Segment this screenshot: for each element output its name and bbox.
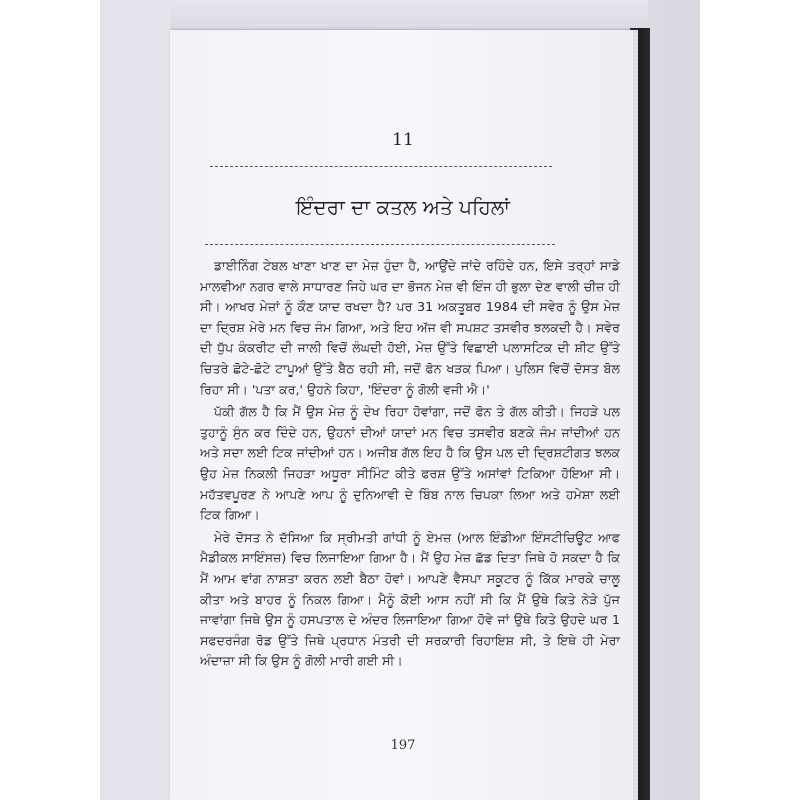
backdrop-right — [700, 0, 800, 800]
body-text — [200, 256, 620, 674]
chapter-title-rule — [205, 244, 555, 245]
backdrop-left — [0, 0, 100, 800]
chapter-number-rule — [210, 166, 552, 167]
chapter-title: ਇੰਦਰਾ ਦਾ ਕਤਲ ਅਤੇ ਪਹਿਲਾਂ — [296, 195, 510, 219]
chapter-number: 11 — [392, 130, 414, 150]
book-cover-top — [170, 0, 648, 30]
paragraph-2: ਪੱਕੀ ਗੱਲ ਹੈ ਕਿ ਮੈਂ ਉਸ ਮੇਜ਼ ਨੂੰ ਦੇਖ ਰਿਹਾ ਹੋਵਾਂਗਾ, ਜਦੋਂ ਫੋਨ ਤੇ ਗੱਲ ਕੀਤੀ। ਜਿਹੜੇ ਪਲ ਤੁਹਾਨੂੰ ਸੁੰਨ ਕਰ ਦਿੰਦੇ ਹਨ, ਉਹਨਾਂ ਦੀਆਂ ਯਾਦਾਂ ਮਨ ਵਿਚ ਤਸਵੀਰ ਬਣਕੇ ਜੰਮ ਜਾਂਦੀਆਂ ਹਨ ਅਤੇ ਸਦਾ ਲਈ ਟਿਕ ਜਾਂਦੀਆਂ ਹਨ। ਅਜੀਬ ਗੱਲ ਇਹ ਹੈ ਕਿ ਉਸ ਪਲ ਦੀ ਦ੍ਰਿਸ਼ਟੀਗਤ ਝਲਕ ਉਹ ਮੇਜ਼ ਨਿਕਲੀ ਜਿਹੜਾ ਅਧੂਰਾ ਸੀਮਿੰਟ ਕੀਤੇ ਫਰਸ਼ ਉੱਤੇ ਅਸਾਂਵਾਂ ਟਿਕਿਆ ਹੋਇਆ ਸੀ। ਮਹੱਤਵਪੂਰਣ ਨੇ ਆਪਣੇ ਆਪ ਨੂੰ ਦੁਨਿਆਵੀ ਦੇ ਬਿੰਬ ਨਾਲ ਚਿਪਕਾ ਲਿਆ ਅਤੇ ਹਮੇਸ਼ਾ ਲਈ ਟਿਕ ਗਿਆ। — [200, 404, 620, 523]
paragraph-3: ਮੇਰੇ ਦੋਸਤ ਨੇ ਦੱਸਿਆ ਕਿ ਸ੍ਰੀਮਤੀ ਗਾਂਧੀ ਨੂੰ ਏਮਜ਼ (ਆਲ ਇੰਡੀਆ ਇੰਸਟੀਚਿਊਟ ਆਫ ਮੈਡੀਕਲ ਸਾਇੰਸਜ਼) ਵਿਚ ਲਿਜਾਇਆ ਗਿਆ ਹੈ। ਮੈਂ ਉਹ ਮੇਜ਼ ਛੱਡ ਦਿਤਾ ਜਿਥੇ ਹੋ ਸਕਦਾ ਹੈ ਕਿ ਮੈਂ ਆਮ ਵਾਂਗ ਨਾਸ਼ਤਾ ਕਰਨ ਲਈ ਬੈਠਾ ਹੋਵਾਂ। ਆਪਣੇ ਵੈਸਪਾ ਸਕੂਟਰ ਨੂੰ ਕਿੱਕ ਮਾਰਕੇ ਚਾਲੂ ਕੀਤਾ ਅਤੇ ਬਾਹਰ ਨੂੰ ਨਿਕਲ ਗਿਆ। ਮੈਨੂੰ ਕੋਈ ਆਸ ਨਹੀਂ ਸੀ ਕਿ ਮੈਂ ਉਥੇ ਕਿਤੇ ਨੇੜੇ ਪੁੱਜ ਜਾਵਾਂਗਾ ਜਿਥੇ ਉਸ ਨੂੰ ਹਸਪਤਾਲ ਦੇ ਅੰਦਰ ਲਿਜਾਇਆ ਗਿਆ ਹੋਵੇ ਜਾਂ ਉਥੇ ਕਿਤੇ ਉਹਦੇ ਘਰ 1 ਸਫਦਰਜੰਗ ਰੋਡ ਉੱਤੇ ਜਿਥੇ ਪ੍ਰਧਾਨ ਮੰਤਰੀ ਦੀ ਸਰਕਾਰੀ ਰਿਹਾਇਸ਼ ਸੀ, ਤੇ ਇਥੇ ਹੀ ਮੇਰਾ ਅੰਦਾਜ਼ਾ ਸੀ ਕਿ ਉਸ ਨੂੰ ਗੋਲੀ ਮਾਰੀ ਗਈ ਸੀ। — [200, 529, 620, 669]
paragraph-1: ਡਾਈਨਿੰਗ ਟੇਬਲ ਖਾਣਾ ਖਾਣ ਦਾ ਮੇਜ਼ ਹੁੰਦਾ ਹੈ, ਆਉਂਦੇ ਜਾਂਦੇ ਰਹਿੰਦੇ ਹਨ, ਇਸੇ ਤਰ੍ਹਾਂ ਸਾਡੇ ਮਾਲਵੀਆ ਨਗਰ ਵਾਲੇ ਸਾਧਾਰਣ ਜਿਹੇ ਘਰ ਦਾ ਭੋਜਨ ਮੇਜ਼ ਵੀ ਇੰਜ ਹੀ ਭੁਲਾ ਦੇਣ ਵਾਲੀ ਚੀਜ਼ ਹੀ ਸੀ। ਆਖਰ ਮੇਜ਼ਾਂ ਨੂੰ ਕੌਣ ਯਾਦ ਰਖਦਾ ਹੈ? ਪਰ 31 ਅਕਤੂਬਰ 1984 ਦੀ ਸਵੇਰ ਨੂੰ ਉਸ ਮੇਜ਼ ਦਾ ਦ੍ਰਿਸ਼ ਮੇਰੇ ਮਨ ਵਿਚ ਜੰਮ ਗਿਆ, ਅਤੇ ਇਹ ਅੱਜ ਵੀ ਸਪਸ਼ਟ ਤਸਵੀਰ ਝਲਕਦੀ ਹੈ। ਸਵੇਰ ਦੀ ਧੁੱਪ ਕੰਕਰੀਟ ਦੀ ਜਾਲੀ ਵਿਚੋਂ ਲੰਘਦੀ ਹੋਈ, ਮੇਜ਼ ਉੱਤੇ ਵਿਛਾਈ ਪਲਾਸਟਿਕ ਦੀ ਸ਼ੀਟ ਉੱਤੇ ਚਿਤਰੇ ਛੋਟੇ-ਛੋਟੇ ਟਾਪੂਆਂ ਉੱਤੇ ਬੈਠ ਰਹੀ ਸੀ, ਜਦੋਂ ਫੋਨ ਖੜਕ ਪਿਆ। ਪੁਲਿਸ ਵਿਚੋਂ ਦੋਸਤ ਬੋਲ ਰਿਹਾ ਸੀ। 'ਪਤਾ ਕਰ,' ਉਹਨੇ ਕਿਹਾ, 'ਇੰਦਰਾ ਨੂੰ ਗੋਲੀ ਵਜੀ ਐ।' — [200, 258, 620, 397]
page-number: 197 — [390, 738, 416, 753]
